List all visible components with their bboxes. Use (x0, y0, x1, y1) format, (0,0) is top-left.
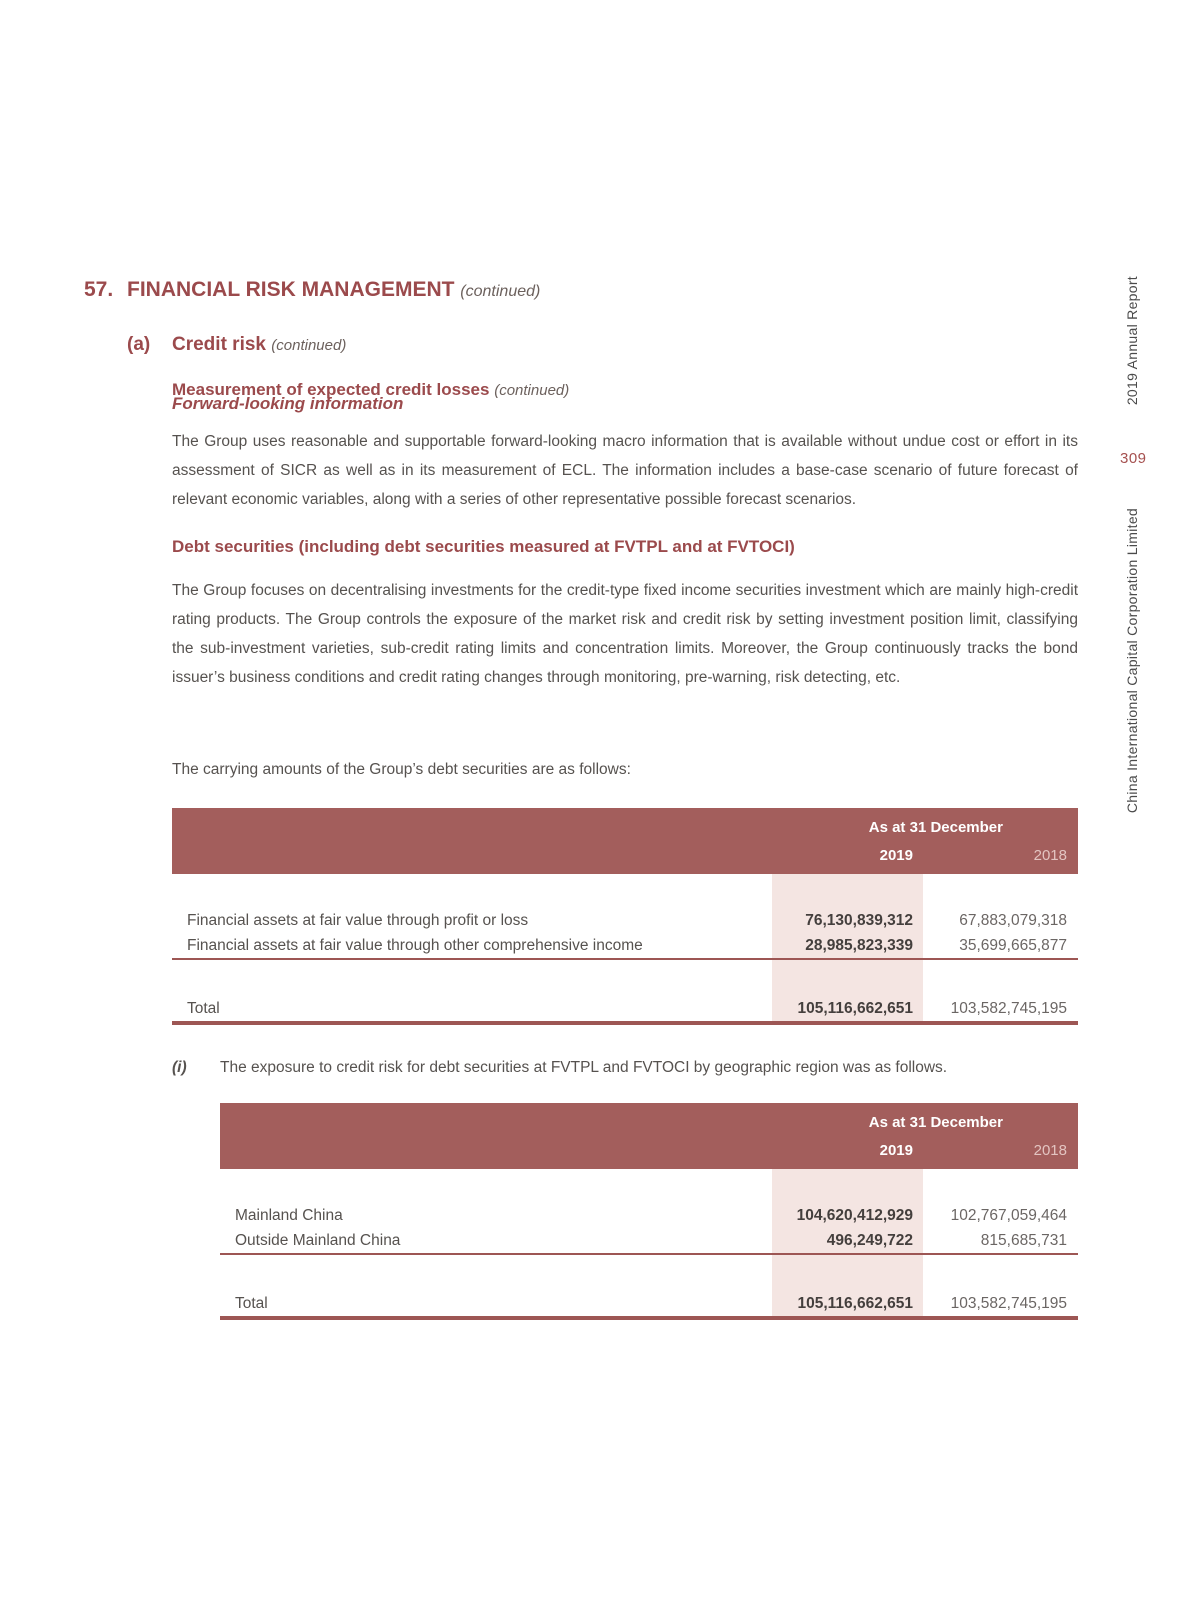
credit-risk-label: (a) (127, 334, 151, 355)
table2-column-header-2018: 2018 (1033, 1142, 1067, 1159)
table-bottom-line (220, 1316, 1078, 1320)
row-label: Financial assets at fair value through profit or loss (187, 911, 529, 929)
total-row (172, 996, 1078, 1021)
value-2019: 76,130,839,312 (805, 911, 913, 929)
credit-risk-heading (127, 333, 346, 358)
geo-region-note (172, 1055, 947, 1081)
table-divider-line (220, 1253, 1078, 1255)
table1-caption: The carrying amounts of the Group’s debt securities are as follows: (172, 761, 631, 778)
page-number: 309 (1120, 450, 1147, 467)
value-2018: 815,685,731 (980, 1231, 1067, 1249)
table1-column-header-2018: 2018 (1033, 847, 1067, 864)
debt-securities-heading: Debt securities (including debt securities measured at FVTPL and at FVTOCI) (172, 537, 795, 556)
vertical-company-name: China International Capital Corporation Limited (1124, 508, 1140, 814)
section-continued-note: (continued) (460, 283, 541, 300)
measurement-title: Measurement of expected credit losses (172, 380, 490, 399)
section-title: FINANCIAL RISK MANAGEMENT (127, 278, 455, 301)
section-number: 57. (84, 278, 114, 301)
total-value-2019: 105,116,662,651 (797, 999, 913, 1017)
table-row (172, 908, 1078, 933)
table-bottom-line (172, 1021, 1078, 1025)
table-row (220, 1203, 1078, 1228)
value-2018: 67,883,079,318 (959, 911, 1067, 929)
total-label: Total (235, 1294, 268, 1312)
total-label: Total (187, 999, 220, 1017)
table-divider-line (172, 958, 1078, 960)
table1-body (172, 874, 1078, 1025)
measurement-continued-note: (continued) (494, 382, 570, 399)
table2-header-group: As at 31 December (868, 1114, 1003, 1131)
total-value-2018: 103,582,745,195 (950, 1294, 1067, 1312)
vertical-report-title: 2019 Annual Report (1124, 276, 1140, 406)
section-heading (84, 277, 540, 305)
geo-note-text: The exposure to credit risk for debt securities at FVTPL and FVTOCI by geographic region was as follows. (220, 1059, 948, 1076)
table1-header-group: As at 31 December (868, 819, 1003, 836)
value-2018: 102,767,059,464 (950, 1206, 1067, 1224)
table2-body (220, 1169, 1078, 1320)
credit-risk-continued-note: (continued) (271, 337, 347, 354)
debt-securities-paragraph: The Group focuses on decentralising investments for the credit-type fixed income securities investment which are mainly high-credit rating products. The Group controls the exposure of the market risk and credit risk by setting investment position limit, classifying the sub-investment varieties, sub-credit rating limits and concentration limits. Moreover, the Group continuously tracks the bond issuer’s business conditions and credit rating changes through monitoring, pre-warning, risk detecting, etc. (172, 582, 1078, 686)
table2-header (220, 1103, 1078, 1169)
row-label: Mainland China (235, 1206, 343, 1224)
row-label: Financial assets at fair value through other comprehensive income (187, 936, 643, 954)
table1-column-header-2019: 2019 (879, 847, 913, 864)
table-row (172, 933, 1078, 958)
value-2019: 496,249,722 (826, 1231, 913, 1249)
geographic-region-table (220, 1103, 1078, 1320)
total-value-2018: 103,582,745,195 (950, 999, 1067, 1017)
total-value-2019: 105,116,662,651 (797, 1294, 913, 1312)
debt-securities-table (172, 808, 1078, 1025)
row-label: Outside Mainland China (235, 1231, 401, 1249)
value-2018: 35,699,665,877 (959, 936, 1067, 954)
total-row (220, 1291, 1078, 1316)
table1-header (172, 808, 1078, 874)
geo-note-label: (i) (172, 1059, 187, 1076)
value-2019: 28,985,823,339 (805, 936, 913, 954)
credit-risk-title: Credit risk (172, 334, 266, 355)
forward-looking-heading: Forward-looking information (172, 394, 404, 413)
forward-looking-paragraph: The Group uses reasonable and supportable forward-looking macro information that is available without undue cost or effort in its assessment of SICR as well as in its measurement of ECL. The information includes a base-case scenario of future forecast of relevant economic variables, along with a series of other representative possible forecast scenarios. (172, 433, 1078, 508)
value-2019: 104,620,412,929 (796, 1206, 913, 1224)
table2-column-header-2019: 2019 (879, 1142, 913, 1159)
table-row (220, 1228, 1078, 1253)
